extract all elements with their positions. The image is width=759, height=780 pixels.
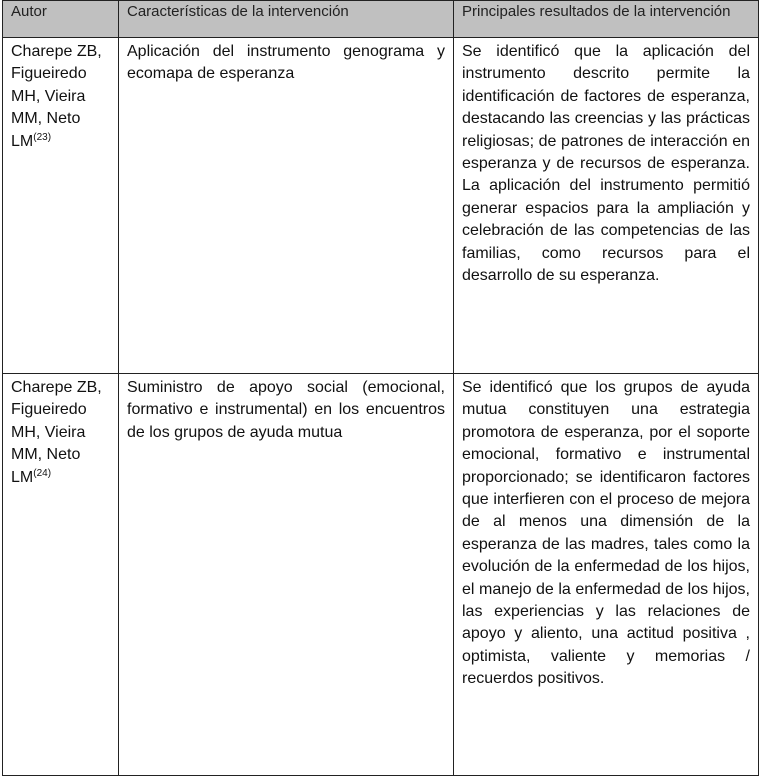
table-header-row <box>3 1 759 38</box>
author-names: Charepe ZB, Figueiredo MH, Vieira MM, Neto LM <box>11 379 102 486</box>
author-names: Charepe ZB, Figueiredo MH, Vieira MM, Neto LM <box>11 43 102 150</box>
cell-autor <box>3 38 119 374</box>
cell-caracteristicas: Aplicación del instrumento genograma y ecomapa de esperanza <box>119 38 454 374</box>
cell-resultados: Se identificó que la aplicación del instrumento descrito permite la identificación de factores de esperanza, destacando las creencias y las prácticas religiosas; de patrones de interacción en esperanza y de recursos de esperanza. La aplicación del instrumento permitió generar espacios para la ampliación y celebración de las competencias de las familias, como recursos para el desarrollo de su esperanza. <box>454 38 759 374</box>
cell-resultados: Se identificó que los grupos de ayuda mutua constituyen una estrategia promotora de esperanza, por el soporte emocional, formativo e instrumental proporcionado; se identificaron factores que interfieren con el proceso de mejora de al menos una dimensión de la esperanza de las madres, tales como la evolución de la enfermedad de los hijos, el manejo de la enfermedad de los hijos, las experiencias y las relaciones de apoyo y aliento, una actitud positiva , optimista, valiente y memorias / recuerdos positivos. <box>454 374 759 776</box>
reference-number: (23) <box>33 131 52 143</box>
header-autor: Autor <box>3 1 119 38</box>
cell-caracteristicas: Suministro de apoyo social (emocional, formativo e instrumental) en los encuentros de los grupos de ayuda mutua <box>119 374 454 776</box>
interventions-table <box>2 0 759 776</box>
header-caracteristicas: Características de la intervención <box>119 1 454 38</box>
header-resultados: Principales resultados de la intervención <box>454 1 759 38</box>
reference-number: (24) <box>33 467 52 479</box>
table-row <box>3 38 759 374</box>
cell-autor <box>3 374 119 776</box>
table-row <box>3 374 759 776</box>
